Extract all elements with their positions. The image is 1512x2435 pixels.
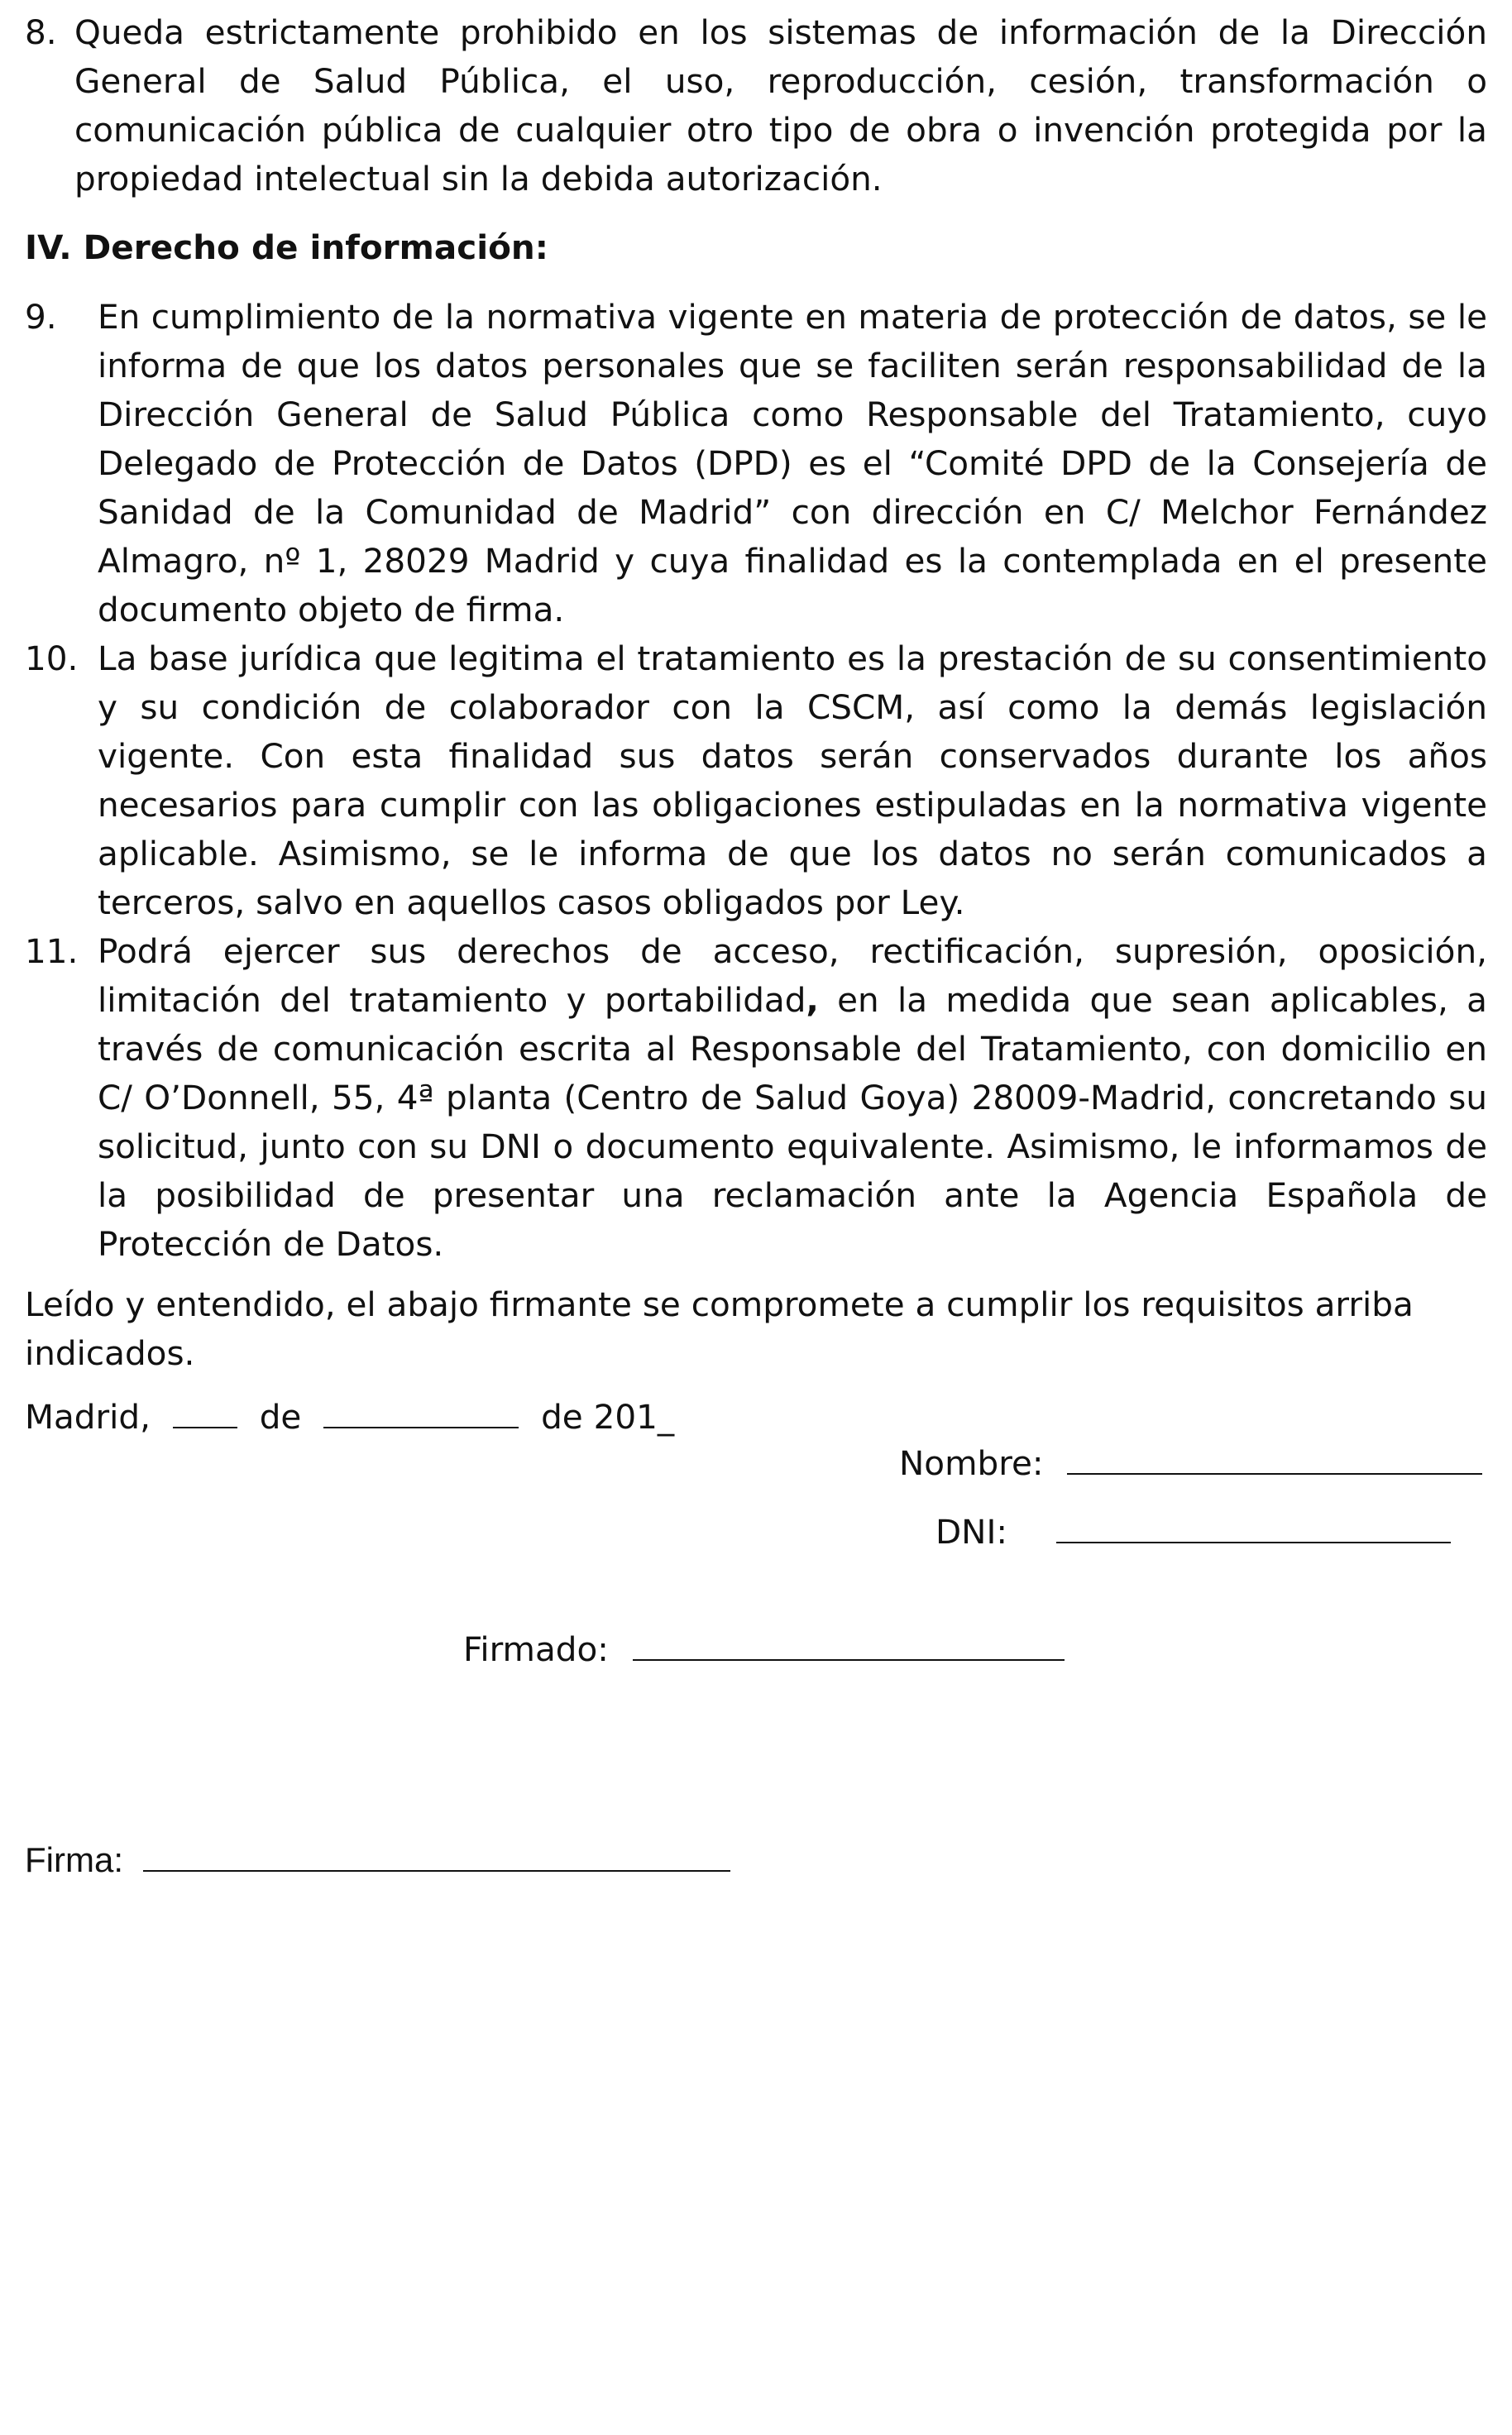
item-number: 8. xyxy=(25,12,57,52)
date-line xyxy=(25,1393,674,1442)
dni-input-line[interactable] xyxy=(1056,1509,1451,1543)
item-text: Queda estrictamente prohibido en los sistemas de información de la Dirección General de Salud Pública, el uso, reproducción, cesión, transformación o comunicación pública de cualquier otro tipo de obra o invención protegida por la propiedad intelectual sin la debida autorización. xyxy=(74,12,1487,199)
item-text: La base jurídica que legitima el tratamiento es la prestación de su consentimiento y su condición de colaborador con la CSCM, así como la demás legislación vigente. Con esta finalidad sus datos serán conservados durante los años necesarios para cumplir con las obligaciones estipuladas en la normativa vigente aplicable. Asimismo, se le informa de que los datos no serán comunicados a terceros, salvo en aquellos casos obligados por Ley. xyxy=(98,639,1487,922)
item-text: En cumplimiento de la normativa vigente en materia de protección de datos, se le informa de que los datos personales que se faciliten serán responsabilidad de la Dirección General de Salud Pública como Responsable del Tratamiento, cuyo Delegado de Protección de Datos (DPD) es el “Comité DPD de la Consejería de Sanidad de la Comunidad de Madrid” con dirección en C/ Melchor Fernández Almagro, nº 1, 28029 Madrid y cuya finalidad es la contemplada en el presente documento objeto de firma. xyxy=(98,297,1487,629)
nombre-label: Nombre: xyxy=(899,1443,1044,1483)
firmado-input-line[interactable] xyxy=(633,1626,1065,1661)
firma-input-line[interactable] xyxy=(143,1835,730,1872)
firma-field xyxy=(25,1835,730,1884)
dni-label: DNI: xyxy=(935,1512,1008,1552)
list-item-8 xyxy=(25,8,1487,203)
nombre-field xyxy=(899,1439,1482,1488)
list-item-9 xyxy=(25,293,1487,634)
firmado-field xyxy=(463,1625,1065,1674)
item-text-bold: , xyxy=(806,980,819,1020)
section-heading: IV. Derecho de información: xyxy=(25,227,548,267)
item-text-part: Podrá ejercer sus derechos de acceso, rectificación, supresión, oposición, limitación del tratamiento y portabilidad xyxy=(98,931,1487,1020)
nombre-input-line[interactable] xyxy=(1067,1440,1482,1475)
list-item-10 xyxy=(25,634,1487,927)
closing-line-2: indicados. xyxy=(25,1333,195,1373)
item-number: 11. xyxy=(25,931,79,971)
closing-line-1: Leído y entendido, el abajo firmante se compromete a cumplir los requisitos arriba xyxy=(25,1284,1414,1324)
firmado-label: Firmado: xyxy=(463,1629,609,1669)
firma-label: Firma: xyxy=(25,1840,123,1879)
date-de-2: de 201_ xyxy=(541,1397,675,1437)
dni-field xyxy=(935,1508,1451,1557)
date-de-1: de xyxy=(259,1397,302,1437)
item-number: 9. xyxy=(25,297,57,337)
item-text xyxy=(25,927,1487,1269)
month-blank[interactable] xyxy=(323,1394,519,1428)
day-blank[interactable] xyxy=(173,1394,237,1428)
item-text-part: en la medida que sean aplicables, a través de comunicación escrita al Responsable del Tratamiento, con domicilio en C/ O’Donnell, 55, 4ª planta (Centro de Salud Goya) 28009-Madrid, concretando su solicitud, junto con su DNI o documento equivalente. Asimismo, le informamos de la posibilidad de presentar una reclamación ante la Agencia Española de Protección de Datos. xyxy=(98,980,1487,1264)
date-city: Madrid, xyxy=(25,1397,151,1437)
item-number: 10. xyxy=(25,639,79,678)
list-item-11 xyxy=(25,927,1487,1269)
closing-paragraph xyxy=(25,1280,1505,1378)
